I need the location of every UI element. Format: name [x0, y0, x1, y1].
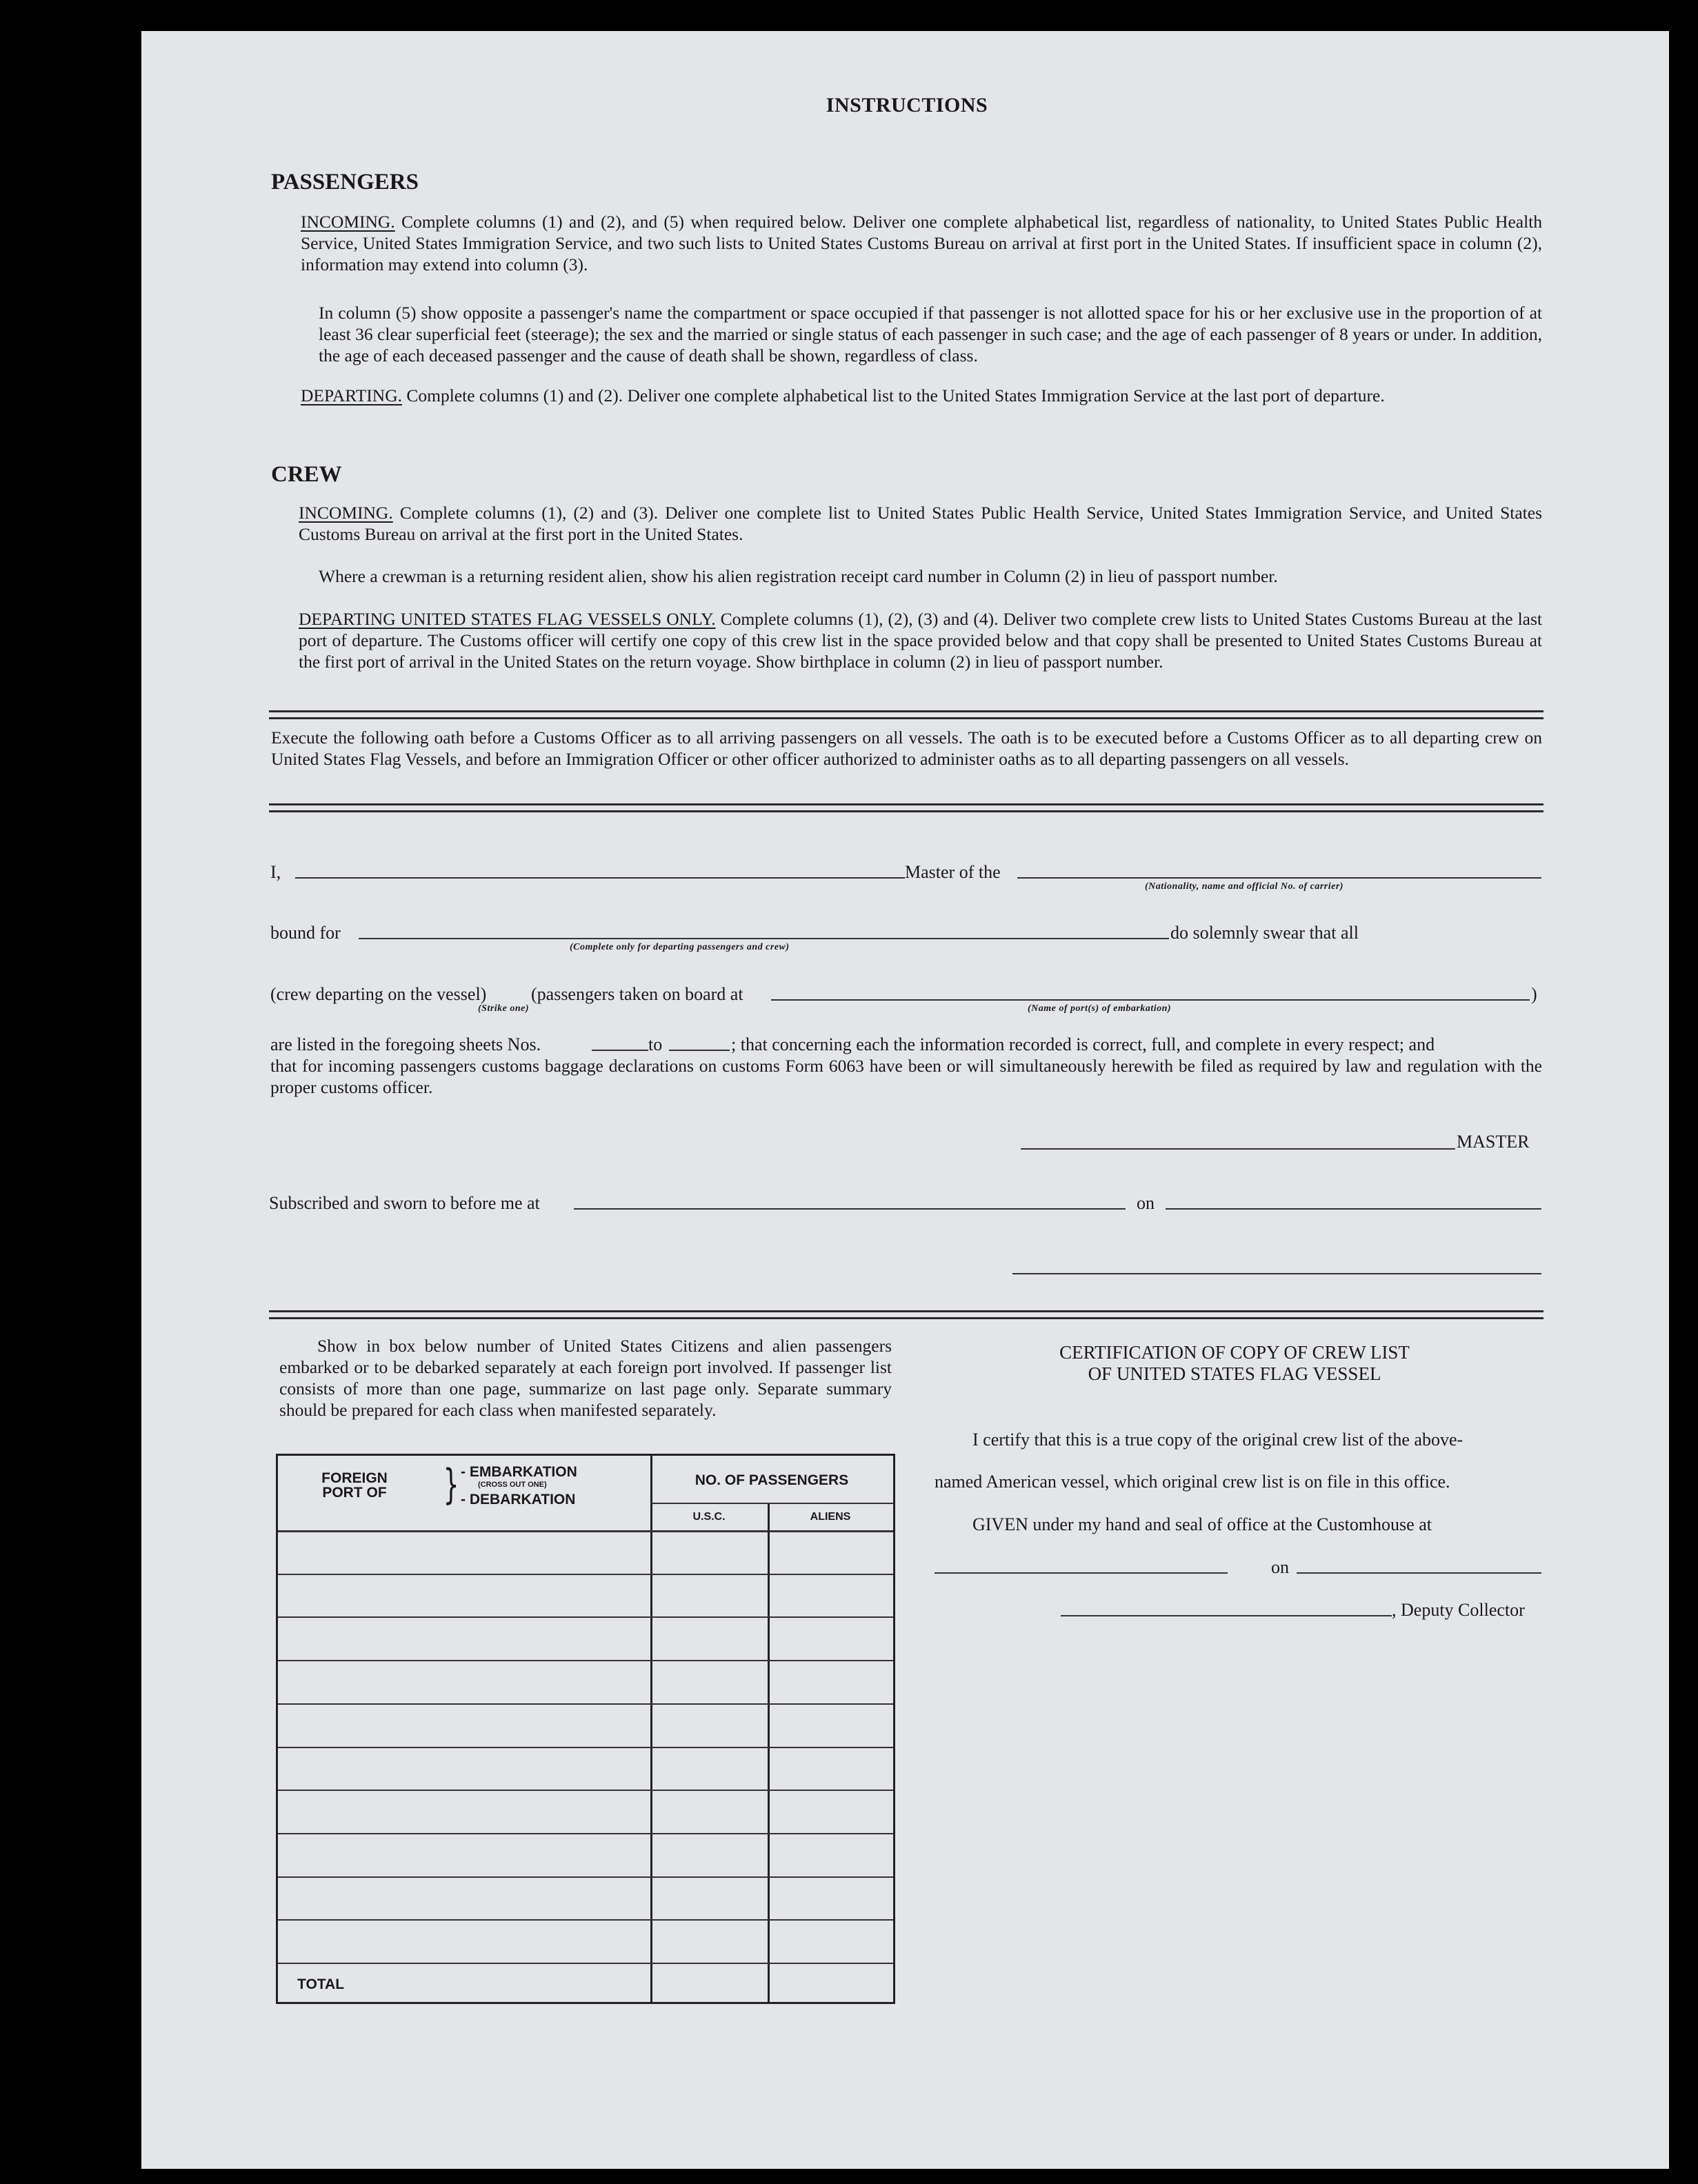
usc-header: U.S.C.: [692, 1511, 726, 1523]
debarkation-header: - DEBARKATION: [461, 1492, 576, 1507]
table-row[interactable]: [278, 1876, 893, 1878]
table-row[interactable]: [278, 1747, 893, 1748]
bound-for-caption: (Complete only for departing passengers and crew): [570, 942, 790, 952]
crew-heading: CREW: [271, 462, 342, 487]
sheets-text-3: that for incoming passengers customs baggage declarations on customs Form 6063 have been or will simultaneously herewith be filed as required by law and regulation with the proper customs officer.: [270, 1056, 1542, 1097]
passengers-incoming: [301, 211, 1542, 275]
deputy-signature-line[interactable]: [1061, 1615, 1392, 1616]
sheet-from-line[interactable]: [592, 1050, 648, 1051]
cross-out-note: (CROSS OUT ONE): [478, 1481, 547, 1489]
passengers-heading: PASSENGERS: [271, 170, 419, 194]
swear-label: do solemnly swear that all: [1170, 923, 1359, 943]
crew-departing-label: DEPARTING UNITED STATES FLAG VESSELS ONLY.: [299, 609, 716, 629]
summary-intro: Show in box below number of United States Citizens and alien passengers embarked or to be debarked separately at each foreign port involved. If passenger list consists of more than one page, summarize on last page only. Separate summary should be prepared for each class when manifested separately.: [279, 1336, 892, 1420]
table-row[interactable]: [278, 1660, 893, 1661]
close-paren: ): [1531, 984, 1537, 1004]
deputy-collector-label: , Deputy Collector: [1392, 1600, 1525, 1620]
table-row[interactable]: [278, 1833, 893, 1834]
certify-date-line[interactable]: [1297, 1572, 1541, 1574]
table-row[interactable]: [278, 1616, 893, 1618]
subscribed-label: Subscribed and sworn to before me at: [269, 1193, 540, 1213]
bound-for-label: bound for: [270, 923, 341, 943]
total-label: TOTAL: [297, 1976, 345, 1992]
crew-resident: Where a crewman is a returning resident alien, show his alien registration receipt card number in Column (2) in lieu of passport number.: [319, 566, 1278, 586]
certification-title-2: OF UNITED STATES FLAG VESSEL: [1088, 1363, 1381, 1384]
crew-departing: [299, 608, 1542, 672]
brace-icon: }: [443, 1461, 459, 1509]
no-passengers-header: NO. OF PASSENGERS: [695, 1472, 849, 1488]
table-row[interactable]: [278, 1790, 893, 1791]
page-title: INSTRUCTIONS: [826, 94, 988, 117]
table-row[interactable]: [278, 1963, 893, 1964]
divider: [269, 803, 1544, 812]
certify-line-2: named American vessel, which original crew list is on file in this office.: [935, 1472, 1450, 1492]
master-name-line[interactable]: [295, 877, 905, 879]
passengers-departing-label: DEPARTING.: [301, 385, 402, 405]
passengers-incoming-label: INCOMING.: [301, 212, 395, 232]
table-row[interactable]: [278, 1919, 893, 1921]
certify-on: on: [1271, 1557, 1289, 1577]
passengers-incoming-text: Complete columns (1) and (2), and (5) when required below. Deliver one complete alphabetical list, regardless of nationality, to United States Public Health Service, United States Immigration Service, and two such lists to United States Customs Bureau on arrival at first port in the United States. If insufficient space in column (2), information may extend into column (3).: [301, 212, 1543, 274]
carrier-line[interactable]: [1017, 877, 1541, 879]
officer-signature-line[interactable]: [1012, 1273, 1541, 1274]
row-divider: [278, 1530, 893, 1532]
foreign-port-header: FOREIGN PORT OF: [321, 1470, 388, 1501]
oath-i-label: I,: [270, 862, 281, 882]
certify-line-1: I certify that this is a true copy of the original crew list of the above-: [972, 1430, 1464, 1450]
subscribed-on: on: [1137, 1193, 1155, 1213]
certify-line-3: GIVEN under my hand and seal of office at the Customhouse at: [972, 1514, 1432, 1534]
sheets-text-2: ; that concerning each the information recorded is correct, full, and complete in every respect; and: [731, 1034, 1435, 1054]
divider: [269, 1310, 1544, 1319]
subscribed-place-line[interactable]: [574, 1208, 1126, 1210]
table-row[interactable]: [278, 1703, 893, 1705]
master-label: MASTER: [1457, 1132, 1530, 1152]
row-divider: [650, 1503, 893, 1504]
bound-for-line[interactable]: [359, 938, 1169, 939]
master-of-the-label: Master of the: [905, 862, 1001, 882]
oath-intro: Execute the following oath before a Customs Officer as to all arriving passengers on all vessels. The oath is to be executed before a Customs Officer as to all departing crew on United States Flag Vessels, and before an Immigration Officer or other officer authorized to administer oaths as to all departing passengers on all vessels.: [271, 728, 1542, 769]
ports-caption: (Name of port(s) of embarkation): [1028, 1003, 1172, 1014]
certification-title-1: CERTIFICATION OF COPY OF CREW LIST: [1059, 1342, 1410, 1363]
embarkation-header: - EMBARKATION: [461, 1464, 577, 1480]
sheets-to: to: [648, 1034, 663, 1054]
ports-line[interactable]: [771, 999, 1530, 1001]
sheets-text-1: are listed in the foregoing sheets Nos.: [270, 1034, 541, 1054]
passengers-taken-option: (passengers taken on board at: [531, 984, 743, 1004]
passengers-departing-text: Complete columns (1) and (2). Deliver one complete alphabetical list to the United States Immigration Service at the last port of departure.: [406, 385, 1385, 405]
crew-departing-option: (crew departing on the vessel): [270, 984, 487, 1004]
passenger-summary-table: [276, 1454, 895, 2004]
sheet-to-line[interactable]: [669, 1050, 730, 1051]
certification-title: [924, 1342, 1545, 1385]
col-divider: [768, 1504, 770, 2002]
table-row[interactable]: [278, 1574, 893, 1575]
carrier-caption: (Nationality, name and official No. of carrier): [1145, 881, 1344, 892]
crew-departing-text: Complete columns (1), (2), (3) and (4). Deliver two complete crew lists to United States Customs Bureau at the last port of departure. The Customs officer will certify one copy of this crew list in the space provided below and that copy shall be presented to United States Customs Bureau at the first port of arrival in the United States on the return voyage. Show birthplace in column (2) in lieu of passport number.: [299, 609, 1542, 672]
divider: [269, 710, 1544, 719]
crew-incoming-label: INCOMING.: [299, 503, 393, 523]
passengers-departing: [301, 385, 1542, 406]
subscribed-date-line[interactable]: [1166, 1208, 1541, 1210]
passengers-column5: In column (5) show opposite a passenger's name the compartment or space occupied if that passenger is not allotted space for his or her exclusive use in the proportion of at least 36 clear superficial feet (steerage); the sex and the married or single status of each passenger in such case; and the age of each passenger of 8 years or under. In addition, the age of each deceased passenger and the cause of death shall be shown, regardless of class.: [319, 303, 1542, 365]
master-signature-line[interactable]: [1021, 1148, 1455, 1150]
aliens-header: ALIENS: [810, 1511, 851, 1523]
crew-incoming-text: Complete columns (1), (2) and (3). Deliver one complete list to United States Public Health Service, United States Immigration Service, and United States Customs Bureau on arrival at the first port in the United States.: [299, 503, 1542, 544]
strike-one-caption: (Strike one): [478, 1003, 530, 1014]
crew-incoming: [299, 502, 1542, 545]
customhouse-line[interactable]: [935, 1572, 1228, 1574]
